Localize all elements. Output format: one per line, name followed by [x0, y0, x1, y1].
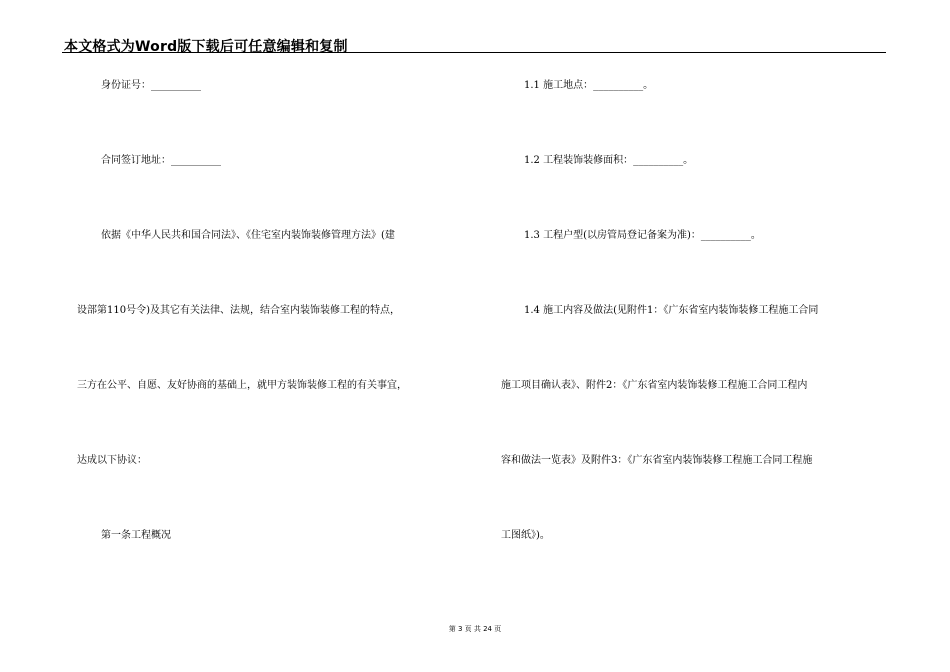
clause-1-3: 1.3 工程户型(以房管局登记备案为准)：__________。	[524, 230, 761, 241]
clause-1-4: 1.4 施工内容及做法(见附件1：《广东省室内装饰装修工程施工合同	[524, 305, 819, 316]
page-header-title: 本文格式为Word版下载后可任意编辑和复制	[64, 39, 348, 55]
contract-address-line: 合同签订地址：__________	[101, 155, 221, 166]
clause-1-1: 1.1 施工地点：__________。	[524, 80, 654, 91]
paragraph-line: 三方在公平、自愿、友好协商的基础上，就甲方装饰装修工程的有关事宜，	[77, 380, 407, 391]
section-heading: 第一条工程概况	[101, 530, 171, 541]
header-rule	[62, 52, 886, 53]
paragraph-line: 达成以下协议：	[77, 455, 147, 466]
paragraph-line: 工图纸》)。	[501, 530, 550, 541]
clause-1-2: 1.2 工程装饰装修面积：__________。	[524, 155, 694, 166]
paragraph-line: 容和做法一览表》及附件3：《广东省室内装饰装修工程施工合同工程施	[501, 455, 813, 466]
page-number: 第 3 页 共 24 页	[448, 625, 502, 633]
paragraph-line: 施工项目确认表》、附件2：《广东省室内装饰装修工程施工合同工程内	[501, 380, 808, 391]
id-number-line: 身份证号：__________	[101, 80, 201, 91]
paragraph-line: 设部第110号令)及其它有关法律、法规，结合室内装饰装修工程的特点，	[77, 305, 400, 316]
paragraph-line: 依据《中华人民共和国合同法》、《住宅室内装饰装修管理方法》(建	[101, 230, 395, 241]
